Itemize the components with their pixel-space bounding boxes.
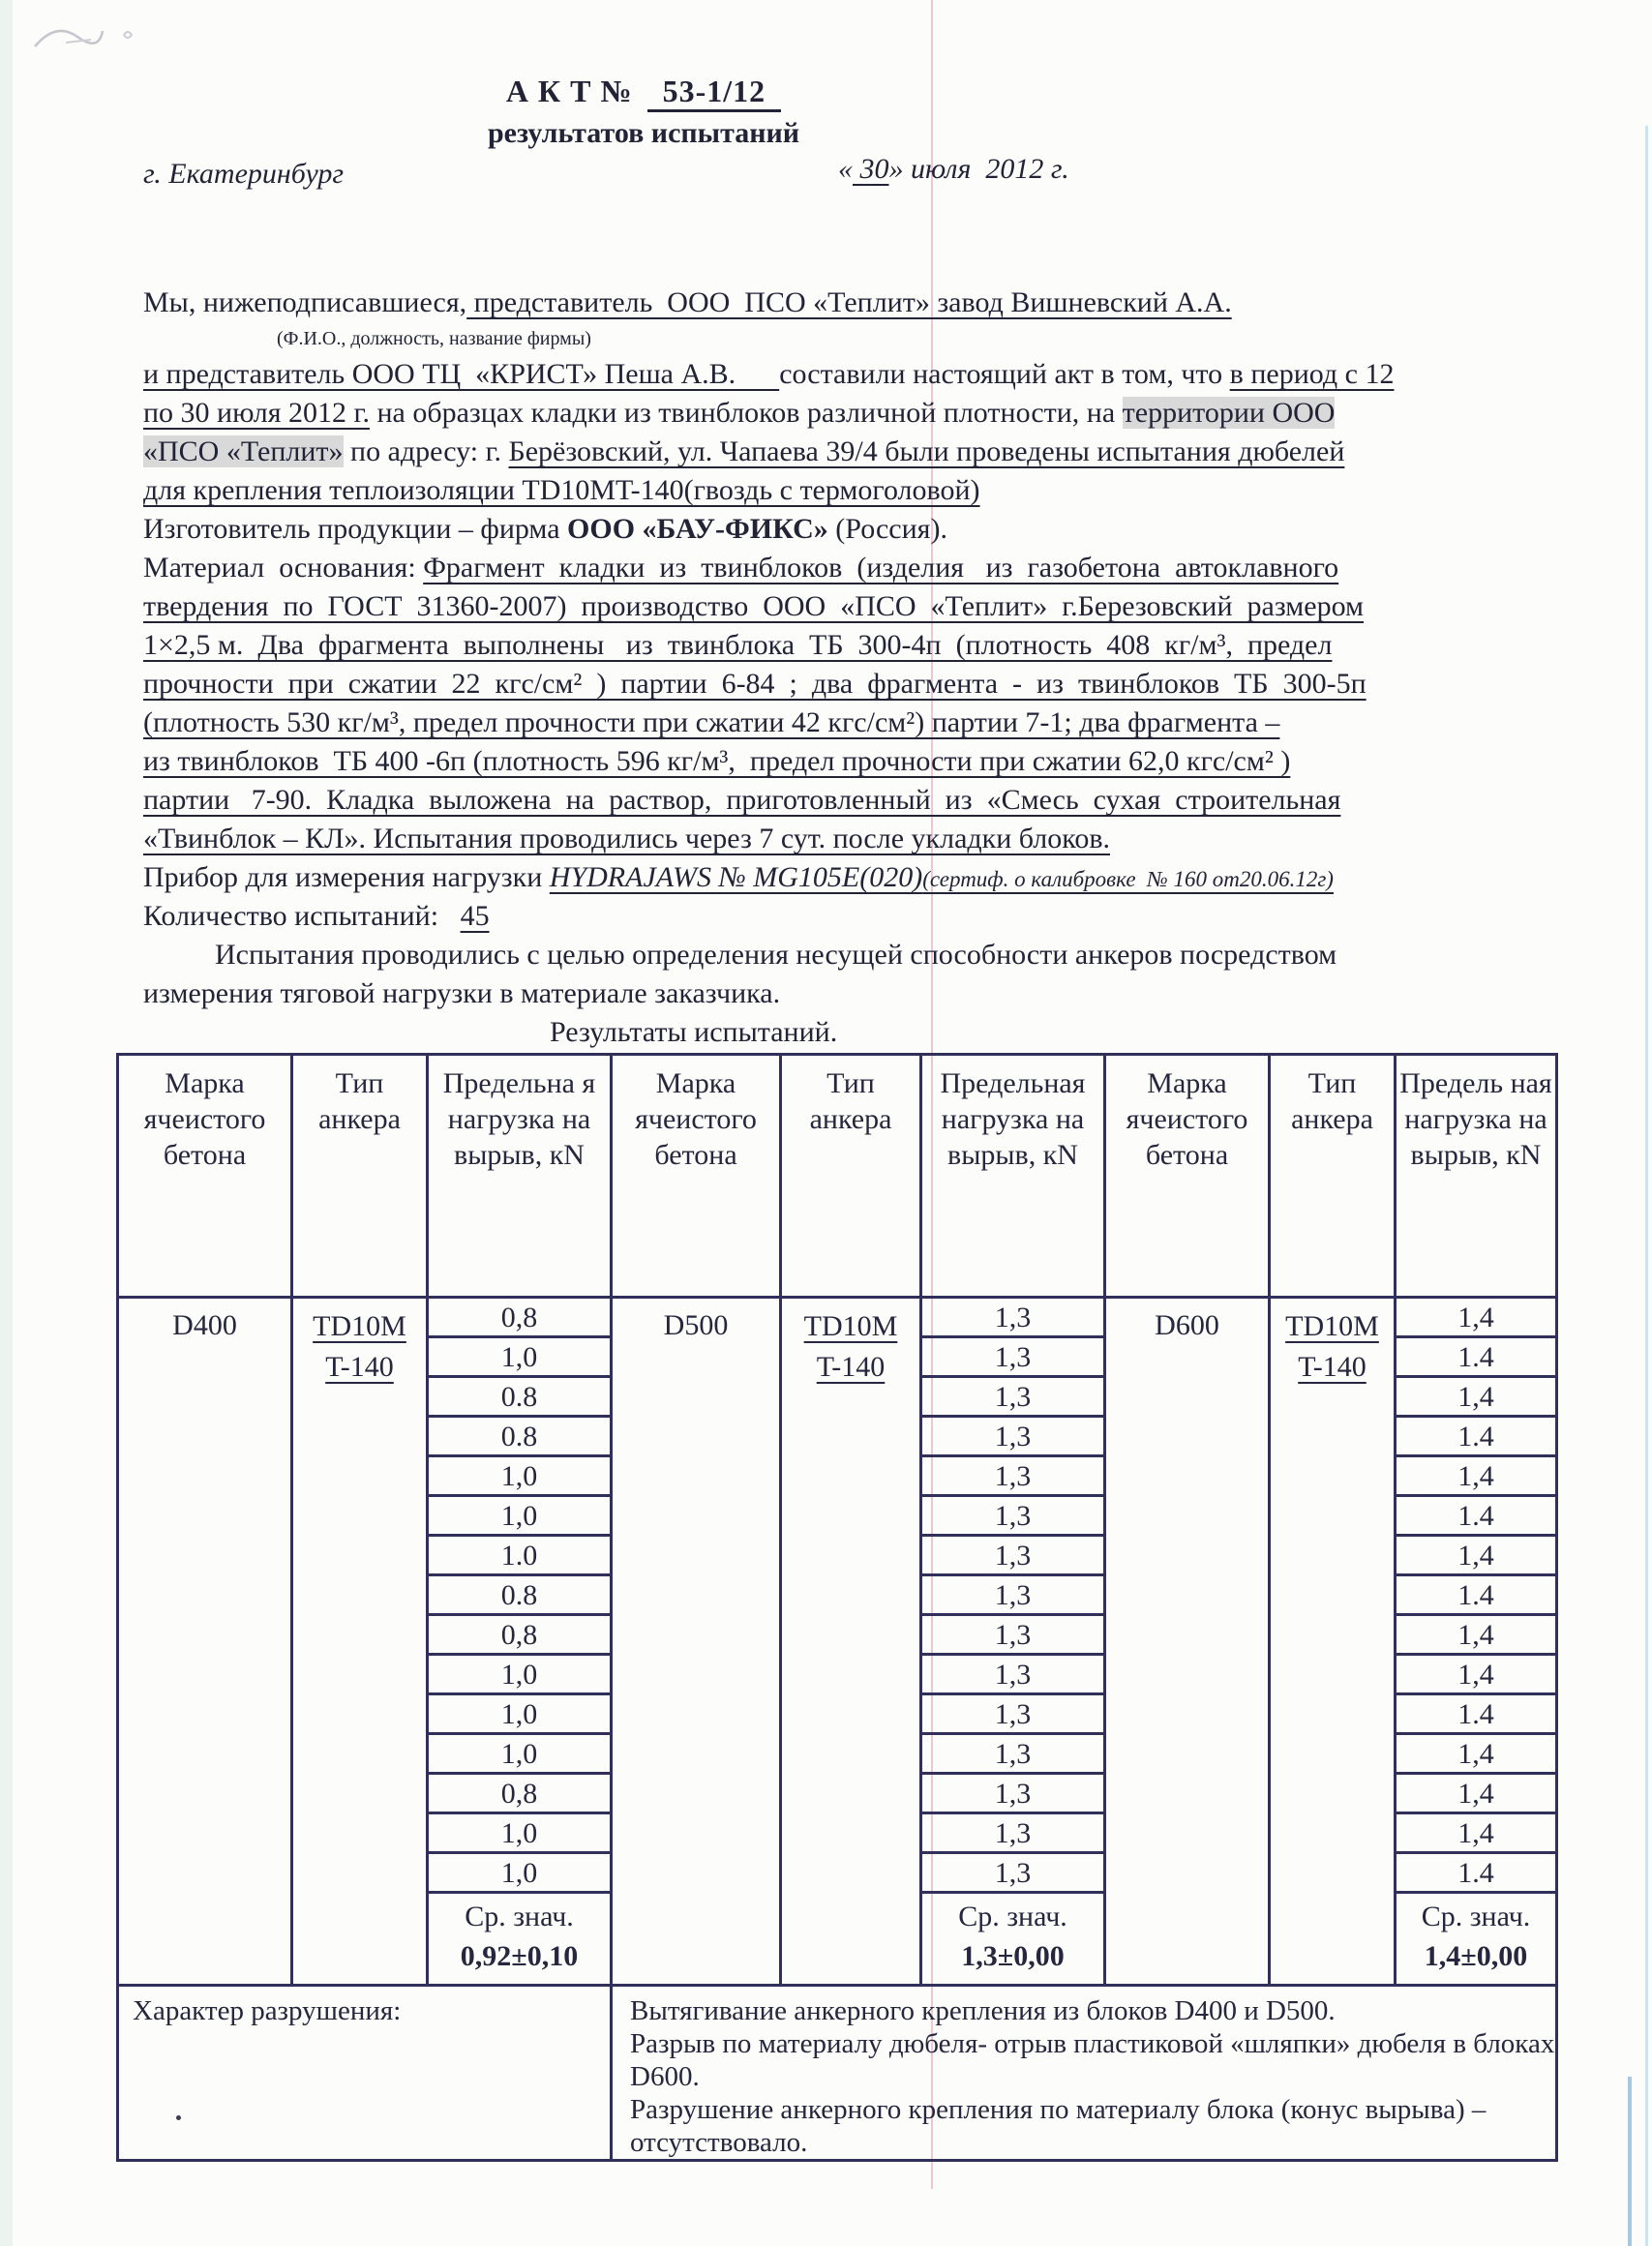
text-line	[143, 626, 1548, 665]
test-value: 1,3	[922, 1338, 1103, 1378]
load-values-cell	[428, 1298, 612, 1986]
column-header-mark-2: Марка ячеистого бетона	[612, 1055, 781, 1298]
city-label: г. Екатеринбург	[143, 158, 345, 190]
average-value: 1,3±0,00	[961, 1940, 1065, 1972]
average-label: Ср. знач.	[1421, 1901, 1531, 1932]
test-value: 1,0	[429, 1814, 610, 1854]
test-value: 1,4	[1397, 1775, 1555, 1814]
date-line	[838, 153, 1069, 186]
test-value: 1,4	[1397, 1814, 1555, 1854]
column-header-anchor-3: Тип анкера	[1270, 1055, 1396, 1298]
test-value: 0.8	[429, 1418, 610, 1457]
text-segment: измерения тяговой нагрузки в материале заказчика.	[143, 977, 781, 1009]
test-value: 1.0	[429, 1537, 610, 1576]
text-segment: Результаты испытаний.	[550, 1016, 838, 1048]
text-segment: Изготовитель продукции – фирма	[143, 513, 568, 545]
test-count: 45	[460, 900, 490, 932]
test-value: 1,0	[429, 1457, 610, 1497]
anchor-type: TD10M	[313, 1310, 406, 1342]
act-number: 53-1/12	[647, 74, 782, 112]
concrete-mark-cell	[612, 1298, 781, 1986]
test-value: 1,3	[922, 1814, 1103, 1854]
text-line	[143, 394, 1548, 433]
text-line	[143, 665, 1548, 704]
text-segment-underlined: Фрагмент кладки из твинблоков (изделия из газобетона автоклавного	[423, 552, 1339, 584]
test-value: 1,0	[429, 1656, 610, 1695]
test-value: 0,8	[429, 1775, 610, 1814]
manufacturer-name: ООО «БАУ-ФИКС»	[567, 513, 828, 545]
test-value: 1.4	[1397, 1576, 1555, 1616]
failure-description-cell	[612, 1986, 1557, 2161]
device-name: HYDRAJAWS № MG105E(020)	[549, 861, 923, 893]
text-segment-underlined: по 30 июля 2012 г.	[143, 397, 370, 429]
anchor-type: TD10M	[803, 1310, 898, 1342]
test-value: 1,3	[922, 1656, 1103, 1695]
table-body-row	[118, 1298, 1557, 1986]
act-label: А К Т №	[505, 74, 633, 108]
pencil-mark	[27, 14, 143, 67]
text-line	[143, 742, 1548, 781]
text-segment: составили настоящий акт в том, что	[779, 358, 1230, 390]
results-heading	[143, 1013, 1548, 1052]
test-value: 0.8	[429, 1576, 610, 1616]
concrete-mark: D600	[1155, 1309, 1219, 1341]
column-header-load-1: Предельна я нагрузка на вырыв, кN	[428, 1055, 612, 1298]
text-segment: Испытания проводились с целью определения несущей способности анкеров посредством	[215, 939, 1337, 971]
text-line	[143, 510, 1548, 549]
test-value: 1,3	[922, 1378, 1103, 1418]
load-values-cell	[1396, 1298, 1557, 1986]
concrete-mark-cell	[1105, 1298, 1270, 1986]
test-value: 1.4	[1397, 1338, 1555, 1378]
average-cell	[922, 1894, 1103, 1984]
test-value: 1,3	[922, 1854, 1103, 1894]
test-value: 1.4	[1397, 1497, 1555, 1537]
text-line	[143, 974, 1548, 1013]
test-value: 0,8	[429, 1616, 610, 1656]
test-value: 1,4	[1397, 1616, 1555, 1656]
column-header-anchor-2: Тип анкера	[781, 1055, 921, 1298]
concrete-mark: D400	[172, 1309, 237, 1341]
results-table	[116, 1053, 1558, 2162]
calibration-note: (сертиф. о калибровке № 160 от20.06.12г)	[922, 867, 1334, 891]
test-value: 1,0	[429, 1854, 610, 1894]
text-segment-underlined: «Твинблок – КЛ». Испытания проводились через 7 сут. после укладки блоков.	[143, 823, 1110, 854]
average-cell	[1397, 1894, 1555, 1984]
test-value: 1,4	[1397, 1378, 1555, 1418]
test-value: 1,4	[1397, 1735, 1555, 1775]
scan-artifact-blue-line-right	[1645, 126, 1648, 2246]
body-text	[143, 284, 1548, 1052]
failure-line: Разрыв по материалу дюбеля- отрыв пластиковой «шляпки» дюбеля в блоках D600.	[630, 2028, 1555, 2092]
test-value: 0,8	[429, 1299, 610, 1338]
test-value: 1.4	[1397, 1854, 1555, 1894]
text-segment-underlined: Берёзовский, ул. Чапаева 39/4 были проведены испытания дюбелей	[508, 435, 1345, 467]
text-line	[143, 704, 1548, 742]
test-value: 1,3	[922, 1457, 1103, 1497]
column-header-load-2: Предельная нагрузка на вырыв, кN	[921, 1055, 1105, 1298]
text-segment-underlined: партии 7-90. Кладка выложена на раствор, приготовленный из «Смесь сухая строительная	[143, 784, 1341, 816]
failure-line: Разрушение анкерного крепления по материалу блока (конус вырыва) – отсутствовало.	[630, 2094, 1487, 2158]
anchor-type-cell	[781, 1298, 921, 1986]
text-segment-highlighted: территории ООО	[1122, 397, 1336, 429]
average-cell	[429, 1894, 610, 1984]
concrete-mark-cell	[118, 1298, 292, 1986]
failure-label-cell	[118, 1986, 612, 2161]
text-segment-underlined: для крепления теплоизоляции TD10MT-140(гвоздь с термоголовой)	[143, 474, 980, 506]
text-segment-underlined: и представитель ООО ТЦ «КРИСТ» Пеша А.В.	[143, 358, 780, 390]
text-segment-underlined: в период с 12	[1229, 358, 1395, 390]
text-line	[143, 781, 1548, 820]
date-day: 30	[853, 153, 889, 185]
test-value: 1,4	[1397, 1537, 1555, 1576]
test-value: 1,0	[429, 1497, 610, 1537]
column-header-load-3: Предель ная нагрузка на вырыв, кN	[1396, 1055, 1557, 1298]
test-value: 1,3	[922, 1299, 1103, 1338]
date-rest: » июля 2012 г.	[888, 153, 1069, 185]
anchor-type: T-140	[816, 1351, 886, 1383]
text-segment-highlighted: «ПСО «Теплит»	[143, 435, 344, 467]
column-header-mark-1: Марка ячеистого бетона	[118, 1055, 292, 1298]
text-segment: на образцах кладки из твинблоков различной плотности, на	[369, 397, 1123, 429]
anchor-type: TD10M	[1285, 1310, 1379, 1342]
test-value: 1,3	[922, 1735, 1103, 1775]
text-segment: Прибор для измерения нагрузки	[143, 861, 550, 893]
date-open-quote: «	[838, 153, 853, 185]
failure-line: Вытягивание анкерного крепления из блоков D400 и D500.	[630, 1995, 1336, 2026]
failure-row	[118, 1986, 1557, 2161]
text-line	[143, 858, 1548, 897]
test-value: 1,3	[922, 1576, 1103, 1616]
text-segment-underlined: представитель ООО ПСО «Теплит» завод Вишневский А.А.	[466, 286, 1232, 318]
text-line	[143, 471, 1548, 510]
text-line	[143, 284, 1548, 322]
text-line	[143, 587, 1548, 626]
failure-label: Характер разрушения:	[133, 1995, 402, 2026]
average-label: Ср. знач.	[465, 1901, 574, 1932]
concrete-mark: D500	[663, 1309, 729, 1341]
anchor-type-cell	[1270, 1298, 1396, 1986]
test-value: 1.4	[1397, 1695, 1555, 1735]
test-value: 1,3	[922, 1537, 1103, 1576]
test-value: 1,3	[922, 1775, 1103, 1814]
test-value: 1,4	[1397, 1656, 1555, 1695]
text-segment-underlined: (плотность 530 кг/м³, предел прочности при сжатии 42 кгс/см²) партии 7-1; два фрагмента –	[143, 706, 1280, 738]
test-value: 1,3	[922, 1418, 1103, 1457]
field-caption: (Ф.И.О., должность, название фирмы)	[277, 328, 591, 349]
column-header-anchor-1: Тип анкера	[292, 1055, 428, 1298]
text-segment-underlined: прочности при сжатии 22 кгс/см² ) партии 6-84 ; два фрагмента - из твинблоков ТБ 300-5п	[143, 668, 1367, 700]
text-segment-underlined: твердения по ГОСТ 31360-2007) производство ООО «ПСО «Теплит» г.Березовский размером	[143, 590, 1364, 622]
test-value: 0.8	[429, 1378, 610, 1418]
test-value: 1,4	[1397, 1299, 1555, 1338]
anchor-type-cell	[292, 1298, 428, 1986]
average-value: 0,92±0,10	[460, 1940, 579, 1972]
text-segment: Количество испытаний:	[143, 900, 461, 932]
text-line	[143, 897, 1548, 936]
text-segment: Материал основания:	[143, 552, 424, 584]
scan-artifact-blue-line-bottom	[1628, 2077, 1632, 2246]
text-line	[143, 820, 1548, 858]
test-value: 1,3	[922, 1695, 1103, 1735]
text-segment-underlined: 1×2,5 м. Два фрагмента выполнены из твинблока ТБ 300-4п (плотность 408 кг/м³, предел	[143, 629, 1333, 661]
text-line	[143, 433, 1548, 471]
anchor-type: T-140	[1298, 1351, 1367, 1383]
test-value: 1,0	[429, 1735, 610, 1775]
test-value: 1,3	[922, 1616, 1103, 1656]
table-header-row	[118, 1055, 1557, 1298]
scanner-edge-strip	[0, 0, 13, 2246]
test-value: 1,3	[922, 1497, 1103, 1537]
average-label: Ср. знач.	[958, 1901, 1067, 1932]
text-segment: по адресу: г.	[343, 435, 509, 467]
text-line	[143, 549, 1548, 587]
text-segment: Мы, нижеподписавшиеся,	[143, 286, 467, 318]
text-segment-underlined: из твинблоков ТБ 400 -6п (плотность 596 кг/м³, предел прочности при сжатии 62,0 кгс/см² )	[143, 745, 1291, 777]
test-value: 1,0	[429, 1338, 610, 1378]
average-value: 1,4±0,00	[1424, 1940, 1528, 1972]
column-header-mark-3: Марка ячеистого бетона	[1105, 1055, 1270, 1298]
text-segment: (Россия).	[827, 513, 947, 545]
anchor-type: T-140	[325, 1351, 394, 1383]
test-value: 1,4	[1397, 1457, 1555, 1497]
title-block	[0, 74, 1287, 150]
document-subtitle: результатов испытаний	[487, 117, 800, 149]
load-values-cell	[921, 1298, 1105, 1986]
test-value: 1,0	[429, 1695, 610, 1735]
test-value: 1.4	[1397, 1418, 1555, 1457]
text-line	[143, 936, 1548, 974]
text-line	[143, 355, 1548, 394]
document-title	[0, 74, 1287, 112]
